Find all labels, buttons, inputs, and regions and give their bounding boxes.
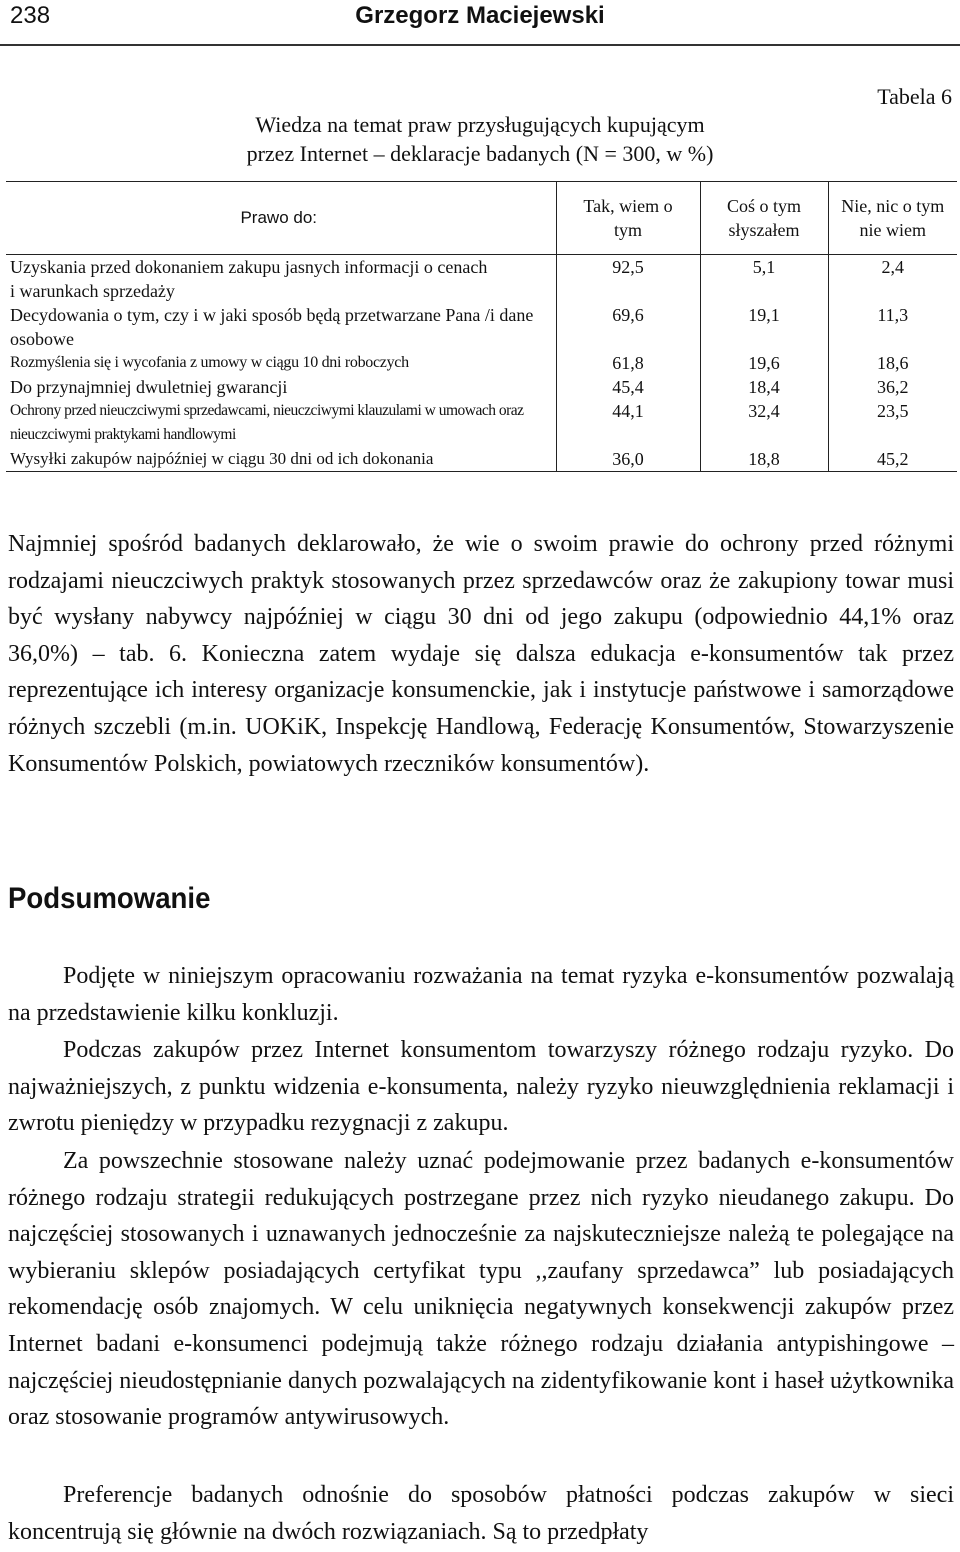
table-header-row — [6, 182, 957, 255]
cell-no: 2,4 — [828, 255, 957, 304]
table-caption — [180, 110, 780, 168]
running-title: Grzegorz Maciejewski — [355, 2, 605, 29]
section-heading: Podsumowanie — [8, 882, 211, 915]
table-row — [6, 255, 957, 304]
column-header-yes: Tak, wiem o tym — [556, 182, 700, 255]
cell-heard: 5,1 — [700, 255, 828, 304]
cell-yes: 69,6 — [556, 303, 700, 351]
cell-heard: 18,8 — [700, 447, 828, 472]
cell-no: 18,6 — [828, 351, 957, 375]
body-paragraph — [8, 958, 954, 1031]
cell-yes: 45,4 — [556, 375, 700, 399]
page-header — [0, 0, 960, 46]
column-header-heard: Coś o tym słyszałem — [700, 182, 828, 255]
paragraph-text: Podczas zakupów przez Internet konsumentom towarzyszy różnego rodzaju ryzyko. Do najważniejszych, z punktu widzenia e-konsumenta, należy ryzyko nieuwzględnienia reklamacji i zwrotu pieniędzy w przypadku rezygnacji z zakupu. — [8, 1037, 954, 1137]
table-caption-line: przez Internet – deklaracje badanych (N = 300, w %) — [246, 141, 714, 166]
column-header-right: Prawo do: — [6, 182, 556, 255]
table-row — [6, 303, 957, 351]
row-label: Ochrony przed nieuczciwymi sprzedawcami, nieuczciwymi klauzulami w umowach oraz nieuczciwymi praktykami handlowymi — [10, 402, 524, 443]
table-row — [6, 351, 957, 375]
cell-no: 11,3 — [828, 303, 957, 351]
table-caption-line: Wiedza na temat praw przysługujących kupującym — [255, 112, 705, 137]
row-label: Uzyskania przed dokonaniem zakupu jasnych informacji o cenach i warunkach sprzedaży — [10, 257, 488, 301]
row-label: Rozmyślenia się i wycofania z umowy w ciągu 10 dni roboczych — [10, 354, 409, 371]
column-header-no: Nie, nic o tym nie wiem — [828, 182, 957, 255]
page-number: 238 — [10, 2, 51, 29]
cell-heard: 19,6 — [700, 351, 828, 375]
body-paragraph — [8, 1032, 954, 1142]
table-row — [6, 447, 957, 472]
rights-knowledge-table — [6, 181, 957, 472]
body-paragraph — [8, 1143, 954, 1436]
paragraph-text: Preferencje badanych odnośnie do sposobów płatności podczas zakupów w sieci koncentrują się głównie na dwóch rozwiązaniach. Są to przedpłaty — [8, 1482, 954, 1545]
table-label: Tabela 6 — [877, 84, 952, 109]
cell-no: 23,5 — [828, 399, 957, 447]
cell-yes: 36,0 — [556, 447, 700, 472]
paragraph-text: Podjęte w niniejszym opracowaniu rozważania na temat ryzyka e-konsumentów pozwalają na przedstawienie kilku konkluzji. — [8, 963, 954, 1026]
body-paragraph: Najmniej spośród badanych deklarowało, że wie o swoim prawie do ochrony przed różnymi rodzajami nieuczciwych praktyk stosowanych przez sprzedawców oraz że zakupiony towar musi być wysłany nabywcy najpóźniej w ciągu 30 dni od jego zakupu (odpowiednio 44,1% oraz 36,0%) – tab. 6. Konieczna zatem wydaje się dalsza edukacja e-konsumentów tak przez reprezentujące ich interesy organizacje konsumenckie, jak i instytucje państwowe i samorządowe różnych szczebli (m.in. UOKiK, Inspekcję Handlową, Federację Konsumentów, Stowarzyszenie Konsumentów Polskich, powiatowych rzeczników konsumentów). — [8, 531, 954, 777]
row-label: Decydowania o tym, czy i w jaki sposób będą przetwarzane Pana /i dane osobowe — [10, 305, 534, 349]
cell-yes: 61,8 — [556, 351, 700, 375]
table-row — [6, 375, 957, 399]
paragraph-text: Za powszechnie stosowane należy uznać podejmowanie przez badanych e-konsumentów różnego rodzaju strategii redukujących postrzegane przez nich ryzyko nieudanego zakupu. Do najczęściej stosowanych i uznawanych jednocześnie za najskuteczniejsze należą te polegające na wybieraniu sklepów posiadających certyfikat typu ,,zaufany sprzedawca” lub posiadających rekomendację osób znajomych. W celu uniknięcia negatywnych konsekwencji zakupów przez Internet badani e-konsumenci podejmują także różnego rodzaju działania antypishingowe – najczęściej nieudostępnianie danych pozwalających na zidentyfikowanie kont i haseł użytkownika oraz stosowanie programów antywirusowych. — [8, 1148, 954, 1431]
cell-heard: 32,4 — [700, 399, 828, 447]
cell-yes: 92,5 — [556, 255, 700, 304]
cell-yes: 44,1 — [556, 399, 700, 447]
cell-no: 36,2 — [828, 375, 957, 399]
cell-heard: 19,1 — [700, 303, 828, 351]
table-row — [6, 399, 957, 447]
cell-heard: 18,4 — [700, 375, 828, 399]
body-paragraph — [8, 1477, 954, 1550]
row-label: Wysyłki zakupów najpóźniej w ciągu 30 dni od ich dokonania — [6, 447, 556, 472]
row-label: Do przynajmniej dwuletniej gwarancji — [10, 377, 288, 397]
cell-no: 45,2 — [828, 447, 957, 472]
